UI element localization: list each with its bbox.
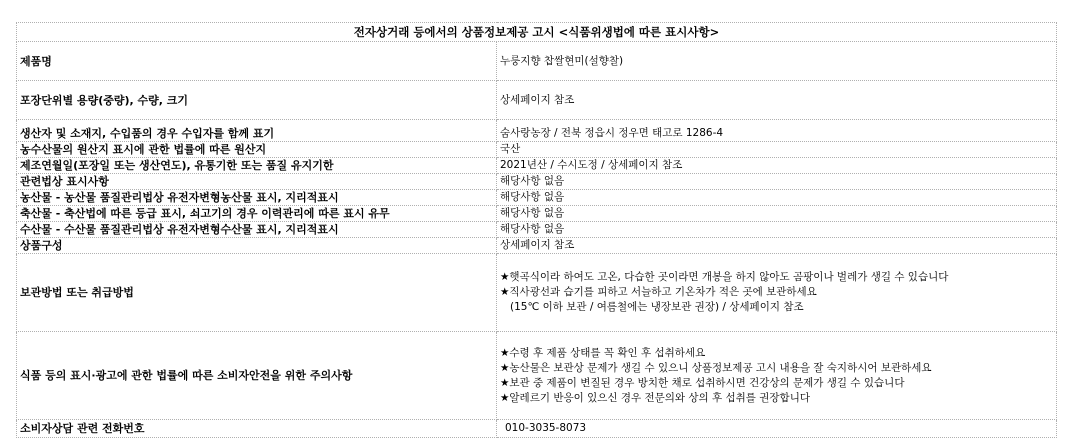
table-row: [17, 142, 1057, 158]
product-info-notice: [16, 22, 1057, 438]
row-value-composition: 상세페이지 참조: [497, 238, 1057, 254]
table-row: [17, 420, 1057, 438]
row-value-storage: [497, 254, 1057, 332]
row-value-package-size: 상세페이지 참조: [497, 81, 1057, 120]
table-row: [17, 254, 1057, 332]
table-title-row: [17, 23, 1057, 42]
row-label-origin: 농수산물의 원산지 표시에 관한 법률에 따른 원산지: [17, 142, 497, 158]
table-row: [17, 42, 1057, 81]
row-value-phone: 010-3035-8073: [497, 420, 1057, 438]
row-value-agricultural: 해당사항 없음: [497, 190, 1057, 206]
table-row: [17, 332, 1057, 420]
table-row: [17, 158, 1057, 174]
caution-line: ★알레르기 반응이 있으신 경우 전문의와 상의 후 섭취를 권장합니다: [500, 391, 810, 404]
storage-line: ★직사광선과 습기를 피하고 서늘하고 기온차가 적은 곳에 보관하세요: [500, 286, 817, 298]
table-row: [17, 81, 1057, 120]
row-label-agricultural: 농산물 - 농산물 품질관리법상 유전자변형농산물 표시, 지리적표시: [17, 190, 497, 206]
row-value-livestock: 해당사항 없음: [497, 206, 1057, 222]
table-row: [17, 238, 1057, 254]
row-value-producer: 숨사랑농장 / 전북 정읍시 정우면 태고로 1286-4: [497, 120, 1057, 142]
storage-line: ★햇곡식이라 하여도 고온, 다습한 곳이라면 개봉을 하지 않아도 곰팡이나 벌레가 생길 수 있습니다: [500, 271, 949, 283]
row-label-marine: 수산물 - 수산물 품질관리법상 유전자변형수산물 표시, 지리적표시: [17, 222, 497, 238]
row-label-composition: 상품구성: [17, 238, 497, 254]
row-label-phone: 소비자상담 관련 전화번호: [17, 420, 497, 438]
row-value-manufacture-date: 2021년산 / 수시도정 / 상세페이지 참조: [497, 158, 1057, 174]
row-value-caution: [497, 332, 1057, 420]
row-value-product-name: 누룽지향 찹쌀현미(설향찰): [497, 42, 1057, 81]
row-label-manufacture-date: 제조연월일(포장일 또는 생산연도), 유통기한 또는 품질 유지기한: [17, 158, 497, 174]
row-value-origin: 국산: [497, 142, 1057, 158]
table-row: [17, 174, 1057, 190]
row-label-livestock: 축산물 - 축산법에 따른 등급 표시, 쇠고기의 경우 이력관리에 따른 표시 유무: [17, 206, 497, 222]
table-row: [17, 206, 1057, 222]
row-label-caution: 식품 등의 표시·광고에 관한 법률에 따른 소비자안전을 위한 주의사항: [17, 332, 497, 420]
caution-line: ★보관 중 제품이 변질된 경우 방치한 채로 섭취하시면 건강상의 문제가 생길 수 있습니다: [500, 376, 905, 389]
table-row: [17, 222, 1057, 238]
storage-line: (15℃ 이하 보관 / 여름철에는 냉장보관 권장) / 상세페이지 참조: [510, 301, 804, 313]
row-label-package-size: 포장단위별 용량(중량), 수량, 크기: [17, 81, 497, 120]
table-row: [17, 120, 1057, 142]
table-title: 전자상거래 등에서의 상품정보제공 고시 <식품위생법에 따른 표시사항>: [17, 23, 1057, 42]
product-info-table: [16, 22, 1057, 438]
caution-line: ★농산물은 보관상 문제가 생길 수 있으니 상품정보제공 고시 내용을 잘 숙지하시어 보관하세요: [500, 361, 932, 374]
table-row: [17, 190, 1057, 206]
row-label-related-law: 관련법상 표시사항: [17, 174, 497, 190]
row-label-product-name: 제품명: [17, 42, 497, 81]
row-value-marine: 해당사항 없음: [497, 222, 1057, 238]
caution-line: ★수령 후 제품 상태를 꼭 확인 후 섭취하세요: [500, 346, 706, 359]
row-label-producer: 생산자 및 소재지, 수입품의 경우 수입자를 함께 표기: [17, 120, 497, 142]
row-value-related-law: 해당사항 없음: [497, 174, 1057, 190]
row-label-storage: 보관방법 또는 취급방법: [17, 254, 497, 332]
